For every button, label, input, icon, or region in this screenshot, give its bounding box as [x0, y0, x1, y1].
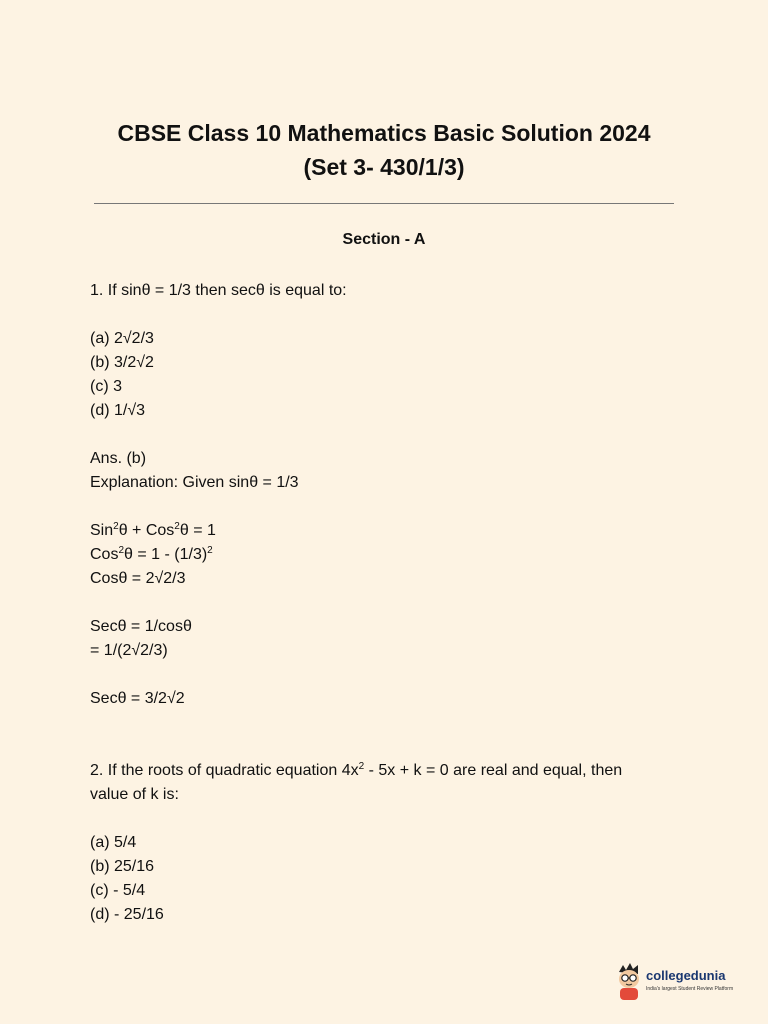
q1-step-4: Secθ = 1/cosθ	[90, 618, 192, 635]
q1-option-c: (c) 3	[90, 378, 122, 395]
mascot-icon	[614, 962, 644, 1002]
q2-option-d: (d) - 25/16	[90, 906, 164, 923]
title-divider	[94, 203, 674, 204]
q2-option-a: (a) 5/4	[90, 834, 137, 851]
q1-step-6: Secθ = 3/2√2	[90, 690, 185, 707]
q1-option-b: (b) 3/2√2	[90, 354, 154, 371]
question-1: 1. If sinθ = 1/3 then secθ is equal to:	[90, 282, 347, 299]
q1-step-1: Sin$^2$θ + Cos$^2$θ = 1	[90, 521, 216, 539]
q1-answer: Ans. (b)	[90, 450, 147, 467]
q1-step-5: = 1/(2√2/3)	[90, 642, 168, 659]
q1-step-2: $Cos^2\theta = 1 - (1/3)^2$	[90, 545, 213, 563]
question-2-cont: value of k is:	[90, 786, 179, 803]
logo-tagline: India's largest Student Review Platform	[646, 986, 734, 992]
solution-body	[90, 279, 690, 927]
q1-explanation: Explanation: Given sinθ = 1/3	[90, 474, 299, 491]
q2-option-b: (b) 25/16	[90, 858, 155, 875]
title-line-1: CBSE Class 10 Mathematics Basic Solution 2024	[117, 120, 651, 146]
title-line-2: (Set 3- 430/1/3)	[303, 154, 465, 180]
q1-option-a: (a) 2√2/3	[90, 330, 154, 347]
q1-step-3: Cosθ = 2√2/3	[90, 570, 186, 587]
logo-wordmark: collegedunia	[646, 968, 726, 983]
q1-option-d: (d) 1/√3	[90, 402, 146, 419]
document-title	[0, 116, 768, 184]
section-heading: Section - A	[342, 231, 426, 248]
q2-option-c: (c) - 5/4	[90, 882, 146, 899]
question-2: 2. If the roots of quadratic equation $4x^2 - 5x + k = 0$ are real and equal, then	[90, 761, 623, 779]
collegedunia-logo	[614, 962, 744, 1006]
